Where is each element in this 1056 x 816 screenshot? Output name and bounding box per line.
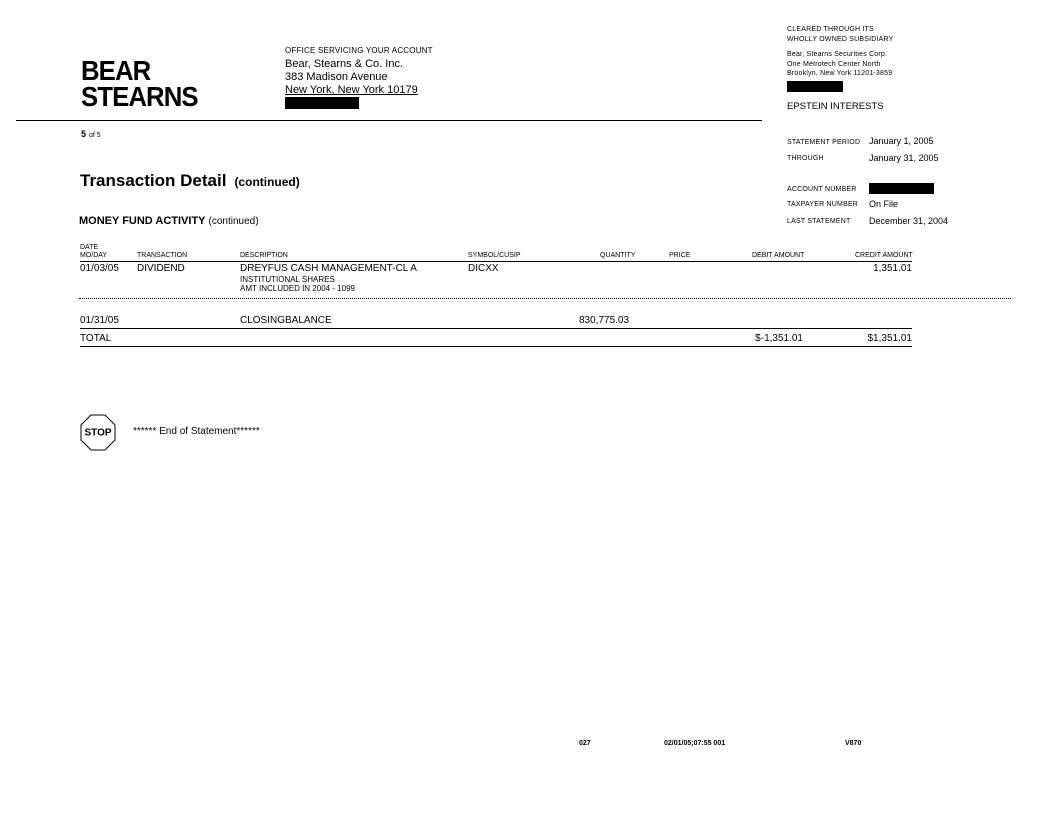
taxpayer-number-label: TAXPAYER NUMBER [787,201,859,208]
bear-stearns-logo [81,55,198,112]
total-bottom-rule [80,346,912,347]
row-transaction: DIVIDEND [137,263,185,274]
footer-timestamp: 02/01/05;07:55 001 [664,740,726,747]
end-of-statement: ****** End of Statement****** [133,426,260,437]
row-symbol: DICXX [468,263,499,274]
col-description: DESCRIPTION [240,252,288,259]
clearing-line-2: WHOLLY OWNED SUBSIDIARY [787,35,894,43]
through-value: January 31, 2005 [869,153,939,163]
clearing-city: Brooklyn, New York 11201-3859 [787,70,893,77]
row-description-3: AMT INCLUDED IN 2004 - 1099 [240,284,356,293]
office-address-block [285,44,433,113]
total-credit: $1,351.01 [867,333,912,344]
col-quantity: QUANTITY [600,252,636,259]
office-name: Bear, Stearns & Co. Inc. [285,58,404,70]
clearing-street: One Metrotech Center North [787,60,881,68]
last-statement-label: LAST STATEMENT [787,218,851,225]
section-main: MONEY FUND ACTIVITY [79,215,206,227]
total-debit: $-1,351.01 [755,333,803,344]
section-sub: (continued) [208,216,259,227]
section-heading [79,215,259,227]
col-date: MO/DAY [80,252,108,259]
redaction-bar [787,81,843,92]
stop-text: STOP [84,427,112,439]
row-credit: 1,351.01 [873,263,912,274]
footer-code-1: 027 [579,740,591,747]
page-title [80,171,300,191]
col-date-top: DATE [80,244,99,251]
statement-period-value: January 1, 2005 [869,136,934,146]
account-number-label: ACCOUNT NUMBER [787,186,857,193]
stop-sign-icon [80,414,116,451]
redaction-bar [285,97,359,109]
col-debit: DEBIT AMOUNT [752,252,805,259]
row-date: 01/03/05 [80,263,119,274]
closing-date: 01/31/05 [80,315,119,326]
dotted-divider [79,298,1011,299]
title-main: Transaction Detail [80,171,227,190]
col-credit: CREDIT AMOUNT [855,252,913,259]
through-label: THROUGH [787,155,824,162]
logo-line-2: STEARNS [81,81,198,112]
header-rule [16,120,762,121]
page-total: of 5 [89,132,101,139]
col-transaction: TRANSACTION [137,252,188,259]
closing-description: CLOSINGBALANCE [240,315,332,326]
closing-quantity: 830,775.03 [579,315,630,326]
clearing-name: Bear, Stearns Securities Corp. [787,51,888,58]
row-description-2: INSTITUTIONAL SHARES [240,275,335,284]
logo-line-1: BEAR [81,55,151,86]
row-description: DREYFUS CASH MANAGEMENT-CL A [240,263,417,274]
clearing-block [787,25,894,79]
title-sub: (continued) [234,175,300,189]
office-street: 383 Madison Avenue [285,71,388,83]
redaction-bar [869,183,934,194]
last-statement-value: December 31, 2004 [869,216,949,226]
page-number [81,129,101,139]
page-current: 5 [81,129,87,139]
office-header: OFFICE SERVICING YOUR ACCOUNT [285,46,433,55]
taxpayer-number-value: On File [869,199,899,209]
clearing-line-1: CLEARED THROUGH ITS [787,26,874,33]
col-symbol: SYMBOL/CUSIP [468,252,521,259]
statement-period-label: STATEMENT PERIOD [787,139,861,146]
account-name: EPSTEIN INTERESTS [787,101,884,112]
col-price: PRICE [669,252,691,259]
total-label: TOTAL [80,333,112,344]
header-underline [80,261,912,262]
office-city: New York, New York 10179 [285,84,418,96]
footer-code-2: V870 [845,740,862,747]
total-top-rule [80,328,912,329]
